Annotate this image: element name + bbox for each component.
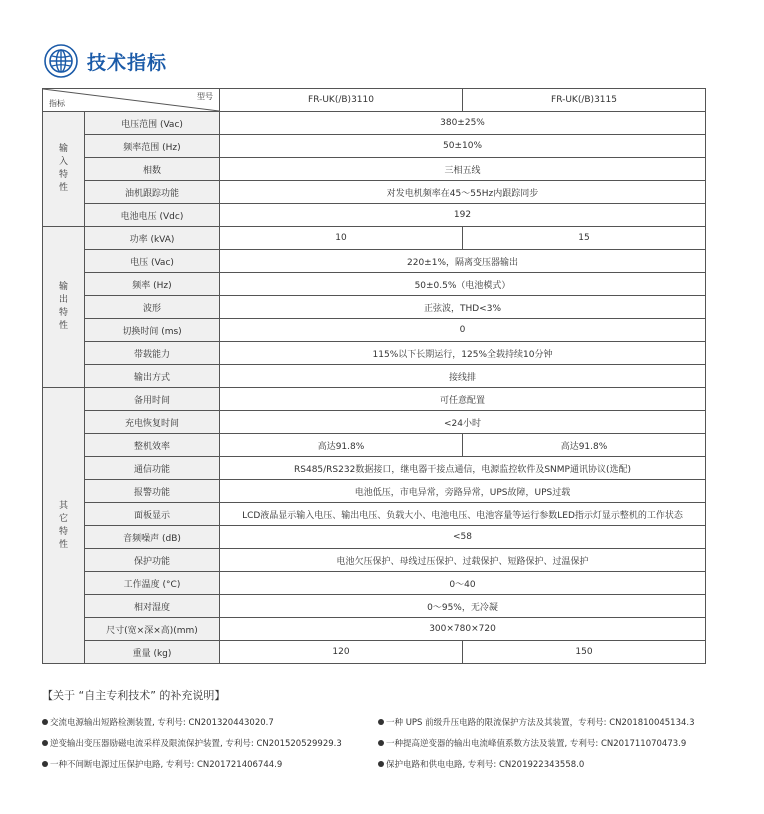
table-row bbox=[43, 204, 706, 227]
header-model-label: 型号 bbox=[197, 92, 213, 101]
row-label: 面板显示 bbox=[85, 503, 220, 526]
row-value: 0～95%，无冷凝 bbox=[220, 595, 706, 618]
patent-note: 一种提高逆变器的输出电流峰值系数方法及装置, 专利号: CN201711070473.9 bbox=[378, 737, 686, 749]
globe-icon bbox=[44, 44, 78, 78]
row-label: 充电恢复时间 bbox=[85, 411, 220, 434]
row-value: 50±0.5%（电池模式） bbox=[220, 273, 706, 296]
table-row bbox=[43, 112, 706, 135]
patent-note: 逆变输出变压器励磁电流采样及限流保护装置, 专利号: CN201520529929.3 bbox=[42, 737, 342, 749]
row-value: RS485/RS232数据接口，继电器干接点通信，电源监控软件及SNMP通讯协议(选配) bbox=[220, 457, 706, 480]
row-value: 0～40 bbox=[220, 572, 706, 595]
table-row bbox=[43, 296, 706, 319]
bullet-icon bbox=[42, 761, 48, 767]
row-value: 120 bbox=[220, 641, 463, 664]
table-row bbox=[43, 135, 706, 158]
table-row bbox=[43, 250, 706, 273]
row-value: 接线排 bbox=[220, 365, 706, 388]
row-value: 对发电机频率在45～55Hz内跟踪同步 bbox=[220, 181, 706, 204]
row-label: 波形 bbox=[85, 296, 220, 319]
row-label: 保护功能 bbox=[85, 549, 220, 572]
row-value: 220±1%，隔离变压器输出 bbox=[220, 250, 706, 273]
row-label: 报警功能 bbox=[85, 480, 220, 503]
bullet-icon bbox=[378, 761, 384, 767]
row-value: 10 bbox=[220, 227, 463, 250]
table-row bbox=[43, 158, 706, 181]
diagonal-line bbox=[43, 89, 219, 111]
header-diagonal-cell bbox=[43, 89, 220, 112]
row-label: 尺寸(宽×深×高)(mm) bbox=[85, 618, 220, 641]
row-label: 通信功能 bbox=[85, 457, 220, 480]
table-row bbox=[43, 411, 706, 434]
table-header-row bbox=[43, 89, 706, 112]
table-row bbox=[43, 365, 706, 388]
spec-table bbox=[42, 88, 706, 664]
row-label: 带载能力 bbox=[85, 342, 220, 365]
row-label: 电池电压 (Vdc) bbox=[85, 204, 220, 227]
row-label: 频率 (Hz) bbox=[85, 273, 220, 296]
bullet-icon bbox=[42, 719, 48, 725]
page-title: 技术指标 bbox=[87, 51, 168, 74]
patent-note: 一种不间断电源过压保护电路, 专利号: CN201721406744.9 bbox=[42, 758, 282, 770]
table-row bbox=[43, 595, 706, 618]
row-value: 192 bbox=[220, 204, 706, 227]
group-label: 其 它 特 性 bbox=[43, 388, 85, 664]
row-value: 150 bbox=[463, 641, 706, 664]
table-row bbox=[43, 181, 706, 204]
row-label: 备用时间 bbox=[85, 388, 220, 411]
patent-note: 一种 UPS 前级升压电路的限流保护方法及其装置，专利号: CN201810045134.3 bbox=[378, 716, 695, 728]
row-value: 300×780×720 bbox=[220, 618, 706, 641]
table-row bbox=[43, 388, 706, 411]
row-label: 工作温度 (°C) bbox=[85, 572, 220, 595]
table-row bbox=[43, 641, 706, 664]
row-value: 15 bbox=[463, 227, 706, 250]
row-label: 整机效率 bbox=[85, 434, 220, 457]
group-label: 输 入 特 性 bbox=[43, 112, 85, 227]
row-label: 音频噪声 (dB) bbox=[85, 526, 220, 549]
row-value: 高达91.8% bbox=[463, 434, 706, 457]
row-label: 切换时间 (ms) bbox=[85, 319, 220, 342]
row-label: 重量 (kg) bbox=[85, 641, 220, 664]
model-header: FR-UK(/B)3110 bbox=[220, 89, 463, 112]
row-label: 输出方式 bbox=[85, 365, 220, 388]
row-value: 380±25% bbox=[220, 112, 706, 135]
row-value: 高达91.8% bbox=[220, 434, 463, 457]
patent-note: 交流电源输出短路检测装置, 专利号: CN201320443020.7 bbox=[42, 716, 274, 728]
table-row bbox=[43, 227, 706, 250]
bullet-icon bbox=[42, 740, 48, 746]
header-item-label: 指标 bbox=[49, 99, 65, 108]
table-row bbox=[43, 319, 706, 342]
bullet-icon bbox=[378, 719, 384, 725]
table-row bbox=[43, 549, 706, 572]
row-value: LCD液晶显示输入电压、输出电压、负载大小、电池电压、电池容量等运行参数LED指示灯显示整机的工作状态 bbox=[220, 503, 706, 526]
table-row bbox=[43, 503, 706, 526]
row-value: 115%以下长期运行，125%全载持续10分钟 bbox=[220, 342, 706, 365]
row-value: 三相五线 bbox=[220, 158, 706, 181]
bullet-icon bbox=[378, 740, 384, 746]
table-row bbox=[43, 342, 706, 365]
row-value: 0 bbox=[220, 319, 706, 342]
row-label: 油机跟踪功能 bbox=[85, 181, 220, 204]
patent-note: 保护电路和供电电路, 专利号: CN201922343558.0 bbox=[378, 758, 584, 770]
table-row bbox=[43, 434, 706, 457]
row-value: 正弦波，THD<3% bbox=[220, 296, 706, 319]
row-label: 相数 bbox=[85, 158, 220, 181]
table-row bbox=[43, 273, 706, 296]
row-label: 电压 (Vac) bbox=[85, 250, 220, 273]
model-header: FR-UK(/B)3115 bbox=[463, 89, 706, 112]
row-label: 电压范围 (Vac) bbox=[85, 112, 220, 135]
row-label: 功率 (kVA) bbox=[85, 227, 220, 250]
group-label: 输 出 特 性 bbox=[43, 227, 85, 388]
row-value: <58 bbox=[220, 526, 706, 549]
row-value: <24小时 bbox=[220, 411, 706, 434]
row-value: 电池欠压保护、母线过压保护、过载保护、短路保护、过温保护 bbox=[220, 549, 706, 572]
notes-title: 【关于 “自主专利技术” 的补充说明】 bbox=[42, 689, 226, 702]
table-row bbox=[43, 572, 706, 595]
table-row bbox=[43, 457, 706, 480]
row-label: 频率范围 (Hz) bbox=[85, 135, 220, 158]
table-row bbox=[43, 526, 706, 549]
row-value: 电池低压，市电异常，旁路异常，UPS故障，UPS过载 bbox=[220, 480, 706, 503]
row-label: 相对湿度 bbox=[85, 595, 220, 618]
table-row bbox=[43, 618, 706, 641]
row-value: 50±10% bbox=[220, 135, 706, 158]
table-row bbox=[43, 480, 706, 503]
row-value: 可任意配置 bbox=[220, 388, 706, 411]
section-header bbox=[44, 42, 167, 80]
